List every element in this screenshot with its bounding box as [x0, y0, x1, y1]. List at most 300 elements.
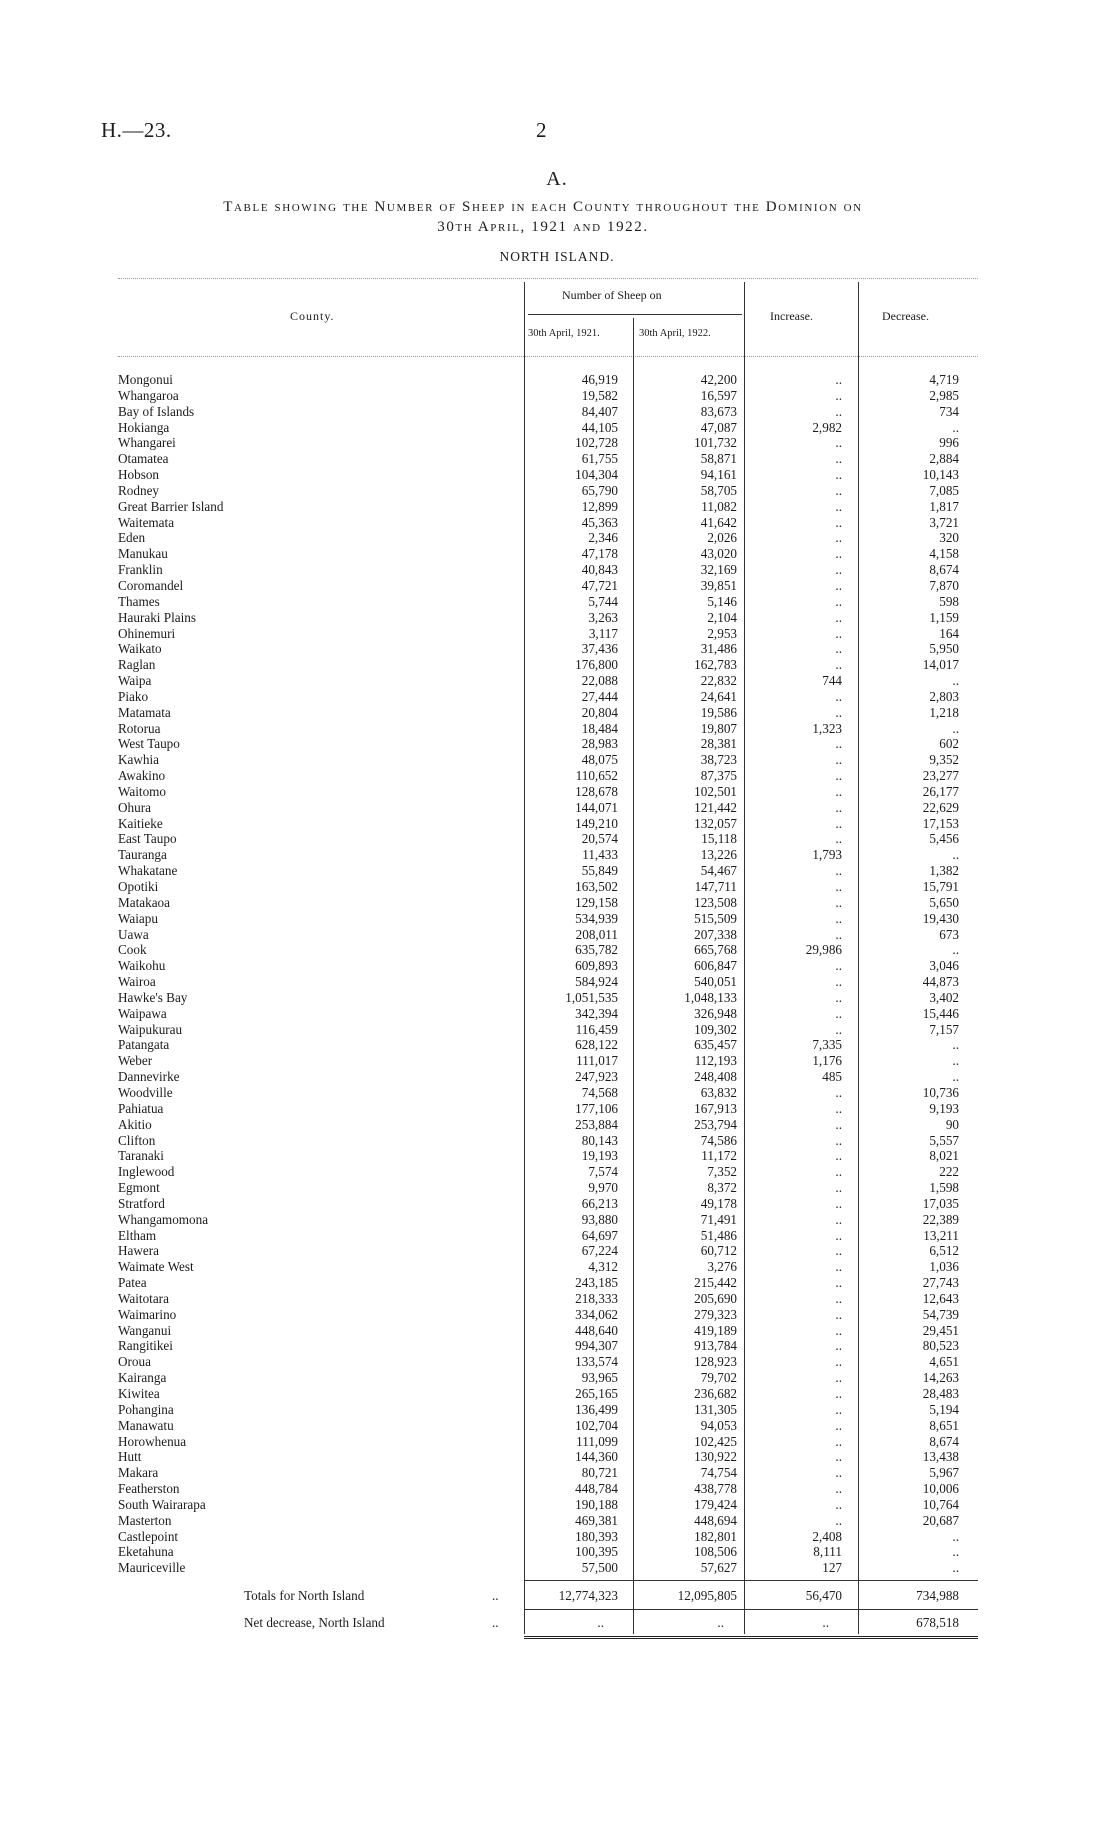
- table-row: [0, 942, 1114, 958]
- sheep-1922: 102,501: [694, 783, 737, 799]
- decrease-value: 4,651: [929, 1354, 959, 1370]
- increase-value: ..: [835, 1132, 842, 1148]
- county-name: Mongonui: [118, 372, 173, 387]
- sheep-1921: 247,923: [575, 1069, 618, 1085]
- increase-value: ..: [835, 1259, 842, 1275]
- county-name: Waimate West: [118, 1259, 194, 1275]
- county-name: Kaitieke: [118, 815, 163, 831]
- county-name: Masterton: [118, 1512, 172, 1528]
- header-decrease: Decrease.: [882, 309, 929, 323]
- county-name: Akitio: [118, 1116, 152, 1132]
- table-row: [0, 1022, 1114, 1038]
- table-row: [0, 1529, 1114, 1545]
- table-row: [0, 847, 1114, 863]
- sheep-1921: 22,088: [581, 673, 618, 689]
- sheep-1922: 3,276: [707, 1259, 737, 1275]
- decrease-value: 10,764: [922, 1496, 959, 1512]
- increase-value: ..: [835, 387, 842, 403]
- sheep-1922: 54,467: [700, 863, 737, 879]
- totals-1922: 12,095,805: [677, 1588, 737, 1603]
- decrease-value: ..: [952, 1037, 959, 1053]
- increase-value: ..: [835, 514, 842, 530]
- county-name: Dannevirke: [118, 1069, 180, 1085]
- county-name: Hokianga: [118, 419, 170, 435]
- increase-value: ..: [835, 1417, 842, 1433]
- table-row: [0, 657, 1114, 673]
- county-name: Whangamomona: [118, 1211, 209, 1227]
- table-row: [0, 1449, 1114, 1465]
- decrease-value: 54,739: [922, 1306, 959, 1322]
- decrease-value: 1,159: [929, 609, 959, 625]
- county-name: Otamatea: [118, 451, 169, 467]
- county-name: Egmont: [118, 1180, 160, 1196]
- sheep-1922: 606,847: [694, 958, 737, 974]
- increase-value: ..: [835, 657, 842, 673]
- sheep-1921: 129,158: [575, 894, 618, 910]
- county-name: East Taupo: [118, 831, 177, 847]
- sheep-1922: 74,754: [700, 1465, 737, 1481]
- decrease-value: 2,985: [929, 387, 959, 403]
- county-name: Makara: [118, 1465, 159, 1481]
- decrease-value: 23,277: [922, 768, 959, 784]
- sheep-1921: 44,105: [581, 419, 618, 435]
- sheep-1921: 100,395: [575, 1544, 618, 1560]
- decrease-value: 4,719: [929, 372, 959, 387]
- sheep-1922: 279,323: [694, 1306, 737, 1322]
- sheep-1922: 109,302: [694, 1021, 737, 1037]
- table-row: [0, 1196, 1114, 1212]
- county-name: Eltham: [118, 1227, 157, 1243]
- county-name: Pohangina: [118, 1401, 174, 1417]
- sheep-1922: 130,922: [694, 1449, 737, 1465]
- county-name: Inglewood: [118, 1164, 175, 1180]
- decrease-value: 1,598: [929, 1180, 959, 1196]
- table-row: [0, 594, 1114, 610]
- net-1922: ..: [717, 1615, 724, 1630]
- county-name: Rodney: [118, 482, 160, 498]
- county-name: Opotiki: [118, 879, 159, 894]
- sheep-1922: 11,172: [701, 1148, 737, 1164]
- sheep-1921: 102,704: [575, 1417, 618, 1433]
- table-row: [0, 515, 1114, 531]
- increase-value: ..: [835, 815, 842, 831]
- sheep-1921: 84,407: [581, 403, 618, 419]
- sheep-1921: 3,263: [588, 609, 618, 625]
- header-number-of-sheep: Number of Sheep on: [562, 288, 662, 302]
- decrease-value: 44,873: [922, 974, 959, 990]
- sheep-1922: 24,641: [700, 688, 737, 704]
- table-row: [0, 689, 1114, 705]
- table-row: [0, 784, 1114, 800]
- table-row: [0, 467, 1114, 483]
- sheep-1921: 163,502: [575, 879, 618, 894]
- increase-value: ..: [835, 910, 842, 926]
- sheep-1922: 83,673: [700, 403, 737, 419]
- table-row: [0, 1228, 1114, 1244]
- decrease-value: 17,153: [922, 815, 959, 831]
- decrease-value: 996: [939, 435, 959, 451]
- increase-value: ..: [835, 593, 842, 609]
- table-row: [0, 721, 1114, 737]
- table-row: [0, 1370, 1114, 1386]
- net-increase: ..: [822, 1615, 829, 1630]
- county-name: Ohura: [118, 799, 151, 815]
- county-name: Waitomo: [118, 783, 167, 799]
- sheep-1921: 40,843: [581, 562, 618, 578]
- increase-value: ..: [835, 1021, 842, 1037]
- increase-value: ..: [835, 1512, 842, 1528]
- sheep-1922: 58,705: [700, 482, 737, 498]
- increase-value: ..: [835, 894, 842, 910]
- header-1922: 30th April, 1922.: [639, 328, 711, 339]
- table-row: [0, 863, 1114, 879]
- county-name: Raglan: [118, 657, 156, 673]
- increase-value: ..: [835, 546, 842, 562]
- decrease-value: 15,791: [922, 879, 959, 894]
- decrease-value: 602: [939, 736, 959, 752]
- sheep-1921: 994,307: [575, 1338, 618, 1354]
- sheep-1921: 48,075: [581, 752, 618, 768]
- county-name: Awakino: [118, 768, 166, 784]
- increase-value: ..: [835, 403, 842, 419]
- county-name: Waikato: [118, 641, 162, 657]
- increase-value: ..: [835, 831, 842, 847]
- sheep-1922: 207,338: [694, 926, 737, 942]
- county-name: Hobson: [118, 467, 160, 483]
- sheep-1922: 179,424: [694, 1496, 737, 1512]
- increase-value: ..: [835, 1211, 842, 1227]
- decrease-value: ..: [952, 1053, 959, 1069]
- sheep-1921: 133,574: [575, 1354, 618, 1370]
- sheep-1921: 609,893: [575, 958, 618, 974]
- sheep-1922: 326,948: [694, 1005, 737, 1021]
- sheep-1922: 162,783: [694, 657, 737, 673]
- sheep-1921: 80,721: [581, 1465, 618, 1481]
- table-row: [0, 420, 1114, 436]
- decrease-value: 164: [939, 625, 959, 641]
- decrease-value: 7,870: [929, 577, 959, 593]
- sheep-1921: 55,849: [581, 863, 618, 879]
- county-name: Patea: [118, 1275, 147, 1291]
- table-row: [0, 816, 1114, 832]
- sheep-1922: 167,913: [694, 1100, 737, 1116]
- sheep-1922: 540,051: [694, 974, 737, 990]
- sheep-1921: 448,784: [575, 1481, 618, 1497]
- doc-reference: H.—23.: [101, 118, 172, 142]
- decrease-value: 29,451: [922, 1322, 959, 1338]
- county-name: Franklin: [118, 562, 163, 578]
- increase-value: ..: [835, 989, 842, 1005]
- county-name: Waimarino: [118, 1306, 177, 1322]
- sheep-1921: 47,178: [581, 546, 618, 562]
- sheep-1921: 66,213: [581, 1195, 618, 1211]
- table-row: [0, 1275, 1114, 1291]
- decrease-value: ..: [952, 1544, 959, 1560]
- table-row: [0, 879, 1114, 895]
- sheep-1922: 41,642: [700, 514, 737, 530]
- increase-value: ..: [835, 530, 842, 546]
- sheep-1922: 1,048,133: [684, 989, 737, 1005]
- table-row: [0, 1338, 1114, 1354]
- county-name: Waipukurau: [118, 1021, 183, 1037]
- county-name: South Wairarapa: [118, 1496, 206, 1512]
- header-top-rule: [118, 278, 978, 279]
- decrease-value: 5,557: [929, 1132, 959, 1148]
- decrease-value: 598: [939, 593, 959, 609]
- sheep-1921: 67,224: [581, 1243, 618, 1259]
- decrease-value: 8,021: [929, 1148, 959, 1164]
- sheep-1922: 19,807: [700, 720, 737, 736]
- decrease-value: 7,157: [929, 1021, 959, 1037]
- decrease-value: 22,629: [922, 799, 959, 815]
- table-row: [0, 1259, 1114, 1275]
- table-row: [0, 1323, 1114, 1339]
- sheep-1921: 342,394: [575, 1005, 618, 1021]
- sheep-1921: 57,500: [581, 1560, 618, 1576]
- sheep-1922: 19,586: [700, 704, 737, 720]
- table-row: [0, 1180, 1114, 1196]
- table-row: [0, 1418, 1114, 1434]
- sheep-1921: 128,678: [575, 783, 618, 799]
- increase-value: 29,986: [805, 942, 842, 958]
- county-name: Rotorua: [118, 720, 161, 736]
- increase-value: ..: [835, 562, 842, 578]
- decrease-value: 14,263: [922, 1370, 959, 1386]
- county-name: Whangarei: [118, 435, 176, 451]
- sheep-1922: 79,702: [700, 1370, 737, 1386]
- sheep-1922: 438,778: [694, 1481, 737, 1497]
- sheep-1921: 80,143: [581, 1132, 618, 1148]
- county-name: Pahiatua: [118, 1100, 164, 1116]
- increase-value: ..: [835, 863, 842, 879]
- decrease-value: 734: [939, 403, 959, 419]
- sheep-1921: 111,017: [576, 1053, 618, 1069]
- table-row: [0, 1481, 1114, 1497]
- county-name: Hauraki Plains: [118, 609, 197, 625]
- sheep-1921: 176,800: [575, 657, 618, 673]
- sheep-1921: 74,568: [581, 1084, 618, 1100]
- county-name: Kiwitea: [118, 1386, 160, 1401]
- decrease-value: ..: [952, 720, 959, 736]
- county-name: Taranaki: [118, 1148, 164, 1164]
- increase-value: ..: [835, 752, 842, 768]
- sheep-1922: 13,226: [700, 847, 737, 863]
- county-name: Waipa: [118, 673, 152, 689]
- county-name: Matakaoa: [118, 894, 170, 910]
- table-row: [0, 1053, 1114, 1069]
- sheep-1922: 22,832: [700, 673, 737, 689]
- totals-decrease: 734,988: [916, 1588, 959, 1603]
- sheep-1921: 9,970: [588, 1180, 618, 1196]
- county-name: Waikohu: [118, 958, 166, 974]
- increase-value: 127: [822, 1560, 842, 1576]
- county-name: Kawhia: [118, 752, 160, 768]
- increase-value: ..: [835, 1338, 842, 1354]
- net-1921: ..: [597, 1615, 604, 1630]
- increase-value: ..: [835, 1100, 842, 1116]
- sheep-1922: 913,784: [694, 1338, 737, 1354]
- table-row: [0, 578, 1114, 594]
- table-row: [0, 673, 1114, 689]
- increase-value: ..: [835, 1164, 842, 1180]
- table-row: [0, 831, 1114, 847]
- increase-value: ..: [835, 498, 842, 514]
- net-decrease: 678,518: [916, 1615, 959, 1630]
- increase-value: ..: [835, 879, 842, 894]
- sheep-1921: 12,899: [581, 498, 618, 514]
- totals-top-rule: [524, 1580, 978, 1581]
- increase-value: ..: [835, 974, 842, 990]
- table-row: [0, 1133, 1114, 1149]
- decrease-value: 1,817: [929, 498, 959, 514]
- decrease-value: 8,674: [929, 1433, 959, 1449]
- sheep-1922: 49,178: [700, 1195, 737, 1211]
- increase-value: ..: [835, 641, 842, 657]
- increase-value: ..: [835, 1481, 842, 1497]
- county-name: Matamata: [118, 704, 171, 720]
- sheep-1922: 15,118: [701, 831, 737, 847]
- table-row: [0, 768, 1114, 784]
- decrease-value: 7,085: [929, 482, 959, 498]
- sheep-1921: 180,393: [575, 1528, 618, 1544]
- decrease-value: 15,446: [922, 1005, 959, 1021]
- increase-value: ..: [835, 577, 842, 593]
- table-row: [0, 641, 1114, 657]
- decrease-value: 1,218: [929, 704, 959, 720]
- table-row: [0, 911, 1114, 927]
- table-row: [0, 404, 1114, 420]
- increase-value: ..: [835, 1275, 842, 1291]
- table-row: [0, 1465, 1114, 1481]
- totals-row: [0, 1587, 1114, 1605]
- county-name: Manukau: [118, 546, 168, 562]
- header-bottom-rule: [118, 356, 978, 357]
- increase-value: ..: [835, 1116, 842, 1132]
- table-row: [0, 1354, 1114, 1370]
- increase-value: 1,323: [812, 720, 842, 736]
- increase-value: ..: [835, 736, 842, 752]
- table-row: [0, 1037, 1114, 1053]
- sheep-1922: 515,509: [694, 910, 737, 926]
- sheep-1921: 253,884: [575, 1116, 618, 1132]
- sheep-1922: 51,486: [700, 1227, 737, 1243]
- county-name: Tauranga: [118, 847, 167, 863]
- decrease-value: 10,736: [922, 1084, 959, 1100]
- sheep-1921: 19,582: [581, 387, 618, 403]
- sheep-1921: 448,640: [575, 1322, 618, 1338]
- sheep-1921: 190,188: [575, 1496, 618, 1512]
- sheep-1922: 419,189: [694, 1322, 737, 1338]
- table-row: [0, 1148, 1114, 1164]
- increase-value: 8,111: [813, 1544, 842, 1560]
- table-row: [0, 705, 1114, 721]
- table-row: [0, 974, 1114, 990]
- increase-value: ..: [835, 1084, 842, 1100]
- table-row: [0, 895, 1114, 911]
- decrease-value: 5,967: [929, 1465, 959, 1481]
- sheep-1922: 448,694: [694, 1512, 737, 1528]
- table-row: [0, 530, 1114, 546]
- county-name: Bay of Islands: [118, 403, 195, 419]
- increase-value: ..: [835, 1005, 842, 1021]
- sheep-1921: 144,071: [575, 799, 618, 815]
- sheep-1921: 136,499: [575, 1401, 618, 1417]
- table-row: [0, 1307, 1114, 1323]
- increase-value: ..: [835, 783, 842, 799]
- sheep-1922: 32,169: [700, 562, 737, 578]
- decrease-value: 10,006: [922, 1481, 959, 1497]
- sheep-1921: 218,333: [575, 1290, 618, 1306]
- sheep-1922: 128,923: [694, 1354, 737, 1370]
- sheep-1922: 215,442: [694, 1275, 737, 1291]
- sheep-1922: 16,597: [700, 387, 737, 403]
- sheep-1922: 38,723: [700, 752, 737, 768]
- sheep-1921: 635,782: [575, 942, 618, 958]
- decrease-value: 6,512: [929, 1243, 959, 1259]
- decrease-value: 12,643: [922, 1290, 959, 1306]
- sheep-1922: 205,690: [694, 1290, 737, 1306]
- table-row: [0, 546, 1114, 562]
- section-letter: A.: [546, 168, 568, 190]
- decrease-value: 8,651: [929, 1417, 959, 1433]
- county-name: Thames: [118, 593, 160, 609]
- county-name: Weber: [118, 1053, 153, 1069]
- totals-dots: ..: [492, 1588, 499, 1603]
- county-name: Waitotara: [118, 1290, 169, 1306]
- sheep-1922: 47,087: [700, 419, 737, 435]
- sheep-1922: 635,457: [694, 1037, 737, 1053]
- decrease-value: 8,674: [929, 562, 959, 578]
- county-name: Mauriceville: [118, 1560, 186, 1576]
- sheep-1922: 43,020: [700, 546, 737, 562]
- increase-value: ..: [835, 1496, 842, 1512]
- increase-value: ..: [835, 1306, 842, 1322]
- increase-value: ..: [835, 688, 842, 704]
- sheep-1921: 20,804: [581, 704, 618, 720]
- table-row: [0, 800, 1114, 816]
- header-increase: Increase.: [770, 309, 813, 323]
- table-row: [0, 1117, 1114, 1133]
- county-name: Hutt: [118, 1449, 142, 1465]
- sheep-1921: 104,304: [575, 467, 618, 483]
- table-row: [0, 1069, 1114, 1085]
- sheep-1922: 87,375: [700, 768, 737, 784]
- county-name: Wairoa: [118, 974, 156, 990]
- county-name: Patangata: [118, 1037, 170, 1053]
- sheep-1922: 665,768: [694, 942, 737, 958]
- increase-value: ..: [835, 1180, 842, 1196]
- increase-value: ..: [835, 1195, 842, 1211]
- increase-value: ..: [835, 799, 842, 815]
- sheep-1921: 110,652: [575, 768, 618, 784]
- table-row: [0, 1085, 1114, 1101]
- sheep-1922: 248,408: [694, 1069, 737, 1085]
- county-name: Wanganui: [118, 1322, 172, 1338]
- sheep-1921: 144,360: [575, 1449, 618, 1465]
- net-dots: ..: [492, 1615, 499, 1630]
- table-row: [0, 1402, 1114, 1418]
- sheep-1921: 64,697: [581, 1227, 618, 1243]
- table-row: [0, 1544, 1114, 1560]
- sheep-1921: 102,728: [575, 435, 618, 451]
- sheep-1922: 108,506: [694, 1544, 737, 1560]
- sheep-1922: 8,372: [707, 1180, 737, 1196]
- table-row: [0, 1497, 1114, 1513]
- table-row: [0, 388, 1114, 404]
- sheep-1922: 74,586: [700, 1132, 737, 1148]
- increase-value: ..: [835, 1354, 842, 1370]
- decrease-value: ..: [952, 1560, 959, 1576]
